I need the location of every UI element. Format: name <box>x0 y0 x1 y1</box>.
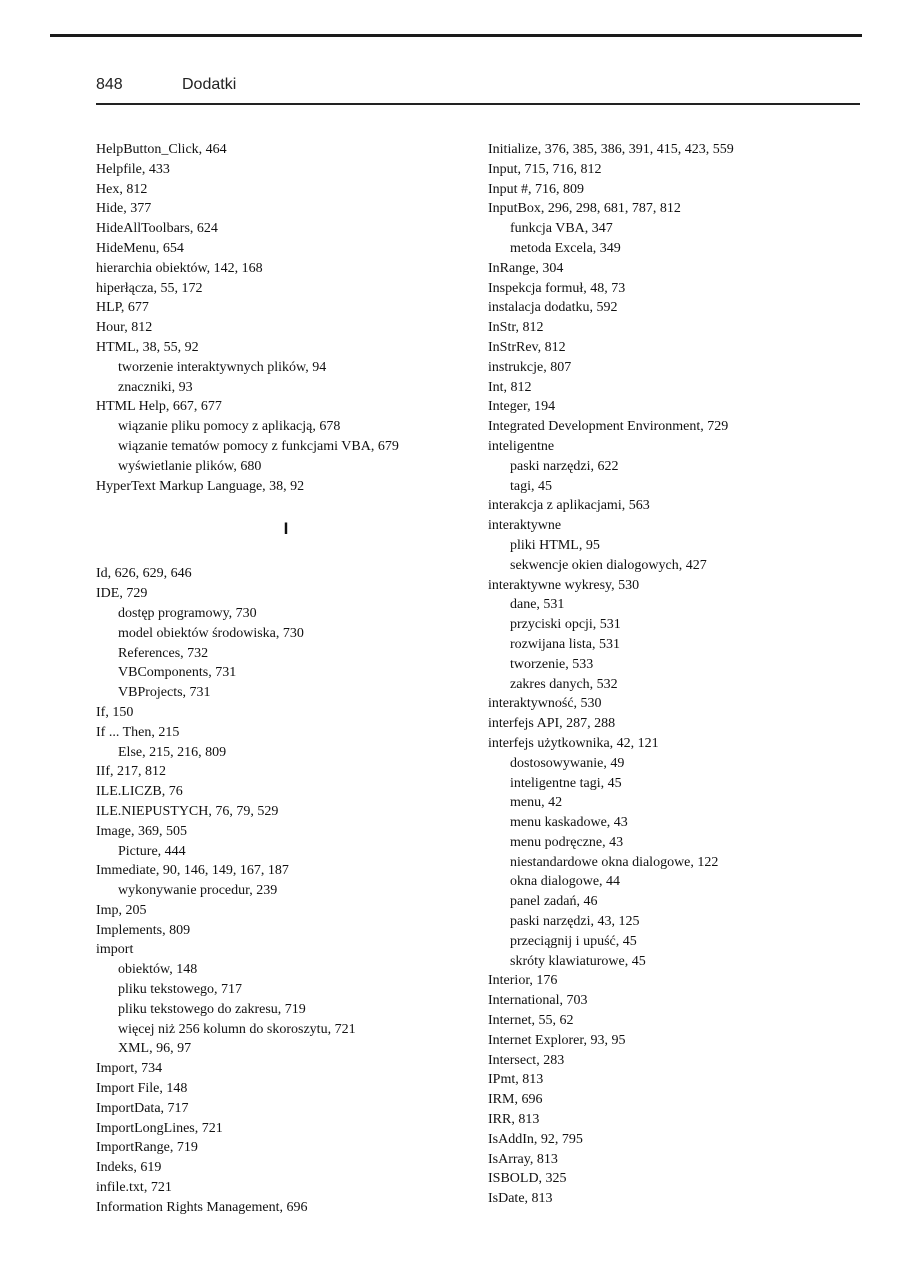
index-subentry: wiązanie pliku pomocy z aplikacją, 678 <box>118 419 341 435</box>
index-subentry: dane, 531 <box>510 597 565 613</box>
index-subentry: zakres danych, 532 <box>510 676 618 692</box>
header-rule <box>96 103 860 105</box>
index-entry: Internet, 55, 62 <box>488 1013 574 1029</box>
index-entry: ImportLongLines, 721 <box>96 1120 223 1136</box>
index-subentry: XML, 96, 97 <box>118 1041 192 1057</box>
index-entry: ILE.LICZB, 76 <box>96 784 183 800</box>
index-entry: IPmt, 813 <box>488 1072 544 1088</box>
index-entry: IRR, 813 <box>488 1112 540 1128</box>
index-entry: import <box>96 942 134 958</box>
index-entry: IDE, 729 <box>96 586 148 602</box>
index-entry: HelpButton_Click, 464 <box>96 142 227 157</box>
page-number: 848 <box>96 76 123 93</box>
index-entry: interfejs użytkownika, 42, 121 <box>488 735 659 751</box>
index-entry: Helpfile, 433 <box>96 161 170 177</box>
index-entry: ISBOLD, 325 <box>488 1171 567 1187</box>
index-subentry: tagi, 45 <box>510 478 552 494</box>
index-entry: Int, 812 <box>488 379 532 395</box>
index-entry: HyperText Markup Language, 38, 92 <box>96 478 305 494</box>
index-entry: Immediate, 90, 146, 149, 167, 187 <box>96 863 289 879</box>
index-entry: Inspekcja formuł, 48, 73 <box>488 280 626 296</box>
index-subentry: panel zadań, 46 <box>510 894 598 910</box>
index-subentry: przeciągnij i upuść, 45 <box>510 933 637 949</box>
index-subentry: przyciski opcji, 531 <box>510 617 621 633</box>
index-block-i-continued <box>488 140 868 1209</box>
index-entry: Imp, 205 <box>96 902 147 918</box>
index-subentry: dostęp programowy, 730 <box>118 605 257 621</box>
index-entry: Internet Explorer, 93, 95 <box>488 1032 626 1048</box>
index-entry: Interior, 176 <box>488 973 558 989</box>
index-entry: interfejs API, 287, 288 <box>488 716 616 732</box>
index-subentry: okna dialogowe, 44 <box>510 874 621 890</box>
index-subentry: paski narzędzi, 622 <box>510 458 619 474</box>
index-entry: Hex, 812 <box>96 181 148 197</box>
index-entry: Input #, 716, 809 <box>488 181 585 197</box>
index-entry: Hide, 377 <box>96 201 152 217</box>
index-entry: Import, 734 <box>96 1061 163 1077</box>
index-subentry: niestandardowe okna dialogowe, 122 <box>510 854 719 870</box>
index-subentry: References, 732 <box>118 645 209 661</box>
index-entry: infile.txt, 721 <box>96 1180 172 1196</box>
index-subentry: rozwijana lista, 531 <box>510 636 621 652</box>
index-entry: Import File, 148 <box>96 1081 188 1097</box>
index-subentry: VBComponents, 731 <box>118 665 237 681</box>
index-entry: hierarchia obiektów, 142, 168 <box>96 260 263 276</box>
index-entry: Indeks, 619 <box>96 1160 162 1176</box>
index-entry: HTML, 38, 55, 92 <box>96 339 199 355</box>
index-subentry: wykonywanie procedur, 239 <box>118 883 278 899</box>
index-entry: InRange, 304 <box>488 260 564 276</box>
index-entry: IsDate, 813 <box>488 1191 553 1207</box>
index-subentry: pliku tekstowego do zakresu, 719 <box>118 1001 306 1017</box>
index-entry: InStr, 812 <box>488 320 544 336</box>
index-entry: Integer, 194 <box>488 399 556 415</box>
index-subentry: menu podręczne, 43 <box>510 834 624 850</box>
index-subentry: tworzenie interaktywnych plików, 94 <box>118 359 327 375</box>
index-entry: ImportData, 717 <box>96 1100 189 1116</box>
index-subentry: tworzenie, 533 <box>510 656 594 672</box>
index-entry: interaktywne wykresy, 530 <box>488 577 640 593</box>
index-entry: HideMenu, 654 <box>96 240 184 256</box>
index-subentry: funkcja VBA, 347 <box>510 221 613 237</box>
index-entry: IRM, 696 <box>488 1092 543 1108</box>
index-subentry: obiektów, 148 <box>118 962 198 978</box>
index-entry: If, 150 <box>96 704 134 720</box>
index-entry: HLP, 677 <box>96 300 149 316</box>
chapter-title: Dodatki <box>182 76 237 93</box>
index-entry: International, 703 <box>488 993 588 1009</box>
index-entry: ILE.NIEPUSTYCH, 76, 79, 529 <box>96 803 279 819</box>
index-subentry: inteligentne tagi, 45 <box>510 775 622 791</box>
index-entry: IsAddIn, 92, 795 <box>488 1131 583 1147</box>
index-subentry: więcej niż 256 kolumn do skoroszytu, 721 <box>118 1021 356 1037</box>
index-subentry: paski narzędzi, 43, 125 <box>510 914 640 930</box>
index-subentry: model obiektów środowiska, 730 <box>118 625 304 641</box>
index-entry: Intersect, 283 <box>488 1052 565 1068</box>
section-letter: I <box>283 519 289 539</box>
index-entry: interaktywność, 530 <box>488 696 602 712</box>
index-entry: Integrated Development Environment, 729 <box>488 419 729 435</box>
index-subentry: Else, 215, 216, 809 <box>118 744 227 760</box>
index-block-i <box>96 564 476 1217</box>
index-entry: Image, 369, 505 <box>96 823 187 839</box>
index-entry: Input, 715, 716, 812 <box>488 161 602 177</box>
index-column-left <box>96 140 476 1218</box>
index-subentry: wyświetlanie plików, 680 <box>118 458 262 474</box>
index-entry: Implements, 809 <box>96 922 191 938</box>
index-column-right <box>488 140 868 1209</box>
index-entry: interaktywne <box>488 518 562 534</box>
index-entry: If ... Then, 215 <box>96 724 180 740</box>
index-entry: instalacja dodatku, 592 <box>488 300 618 316</box>
index-entry: inteligentne <box>488 438 555 454</box>
index-entry: instrukcje, 807 <box>488 359 572 375</box>
index-entry: Hour, 812 <box>96 320 153 336</box>
page-header <box>96 76 860 94</box>
index-entry: InputBox, 296, 298, 681, 787, 812 <box>488 201 681 217</box>
index-block-h <box>96 140 476 496</box>
index-entry: Id, 626, 629, 646 <box>96 566 192 582</box>
index-subentry: menu kaskadowe, 43 <box>510 815 628 831</box>
index-subentry: VBProjects, 731 <box>118 685 211 701</box>
index-entry: Initialize, 376, 385, 386, 391, 415, 423, 559 <box>488 142 734 157</box>
index-subentry: pliki HTML, 95 <box>510 537 600 553</box>
index-entry: ImportRange, 719 <box>96 1140 198 1156</box>
index-entry: IsArray, 813 <box>488 1151 558 1167</box>
index-subentry: menu, 42 <box>510 795 563 811</box>
index-subentry: wiązanie tematów pomocy z funkcjami VBA, 679 <box>118 438 399 454</box>
index-entry: interakcja z aplikacjami, 563 <box>488 498 650 514</box>
index-entry: InStrRev, 812 <box>488 339 566 355</box>
index-subentry: skróty klawiaturowe, 45 <box>510 953 646 969</box>
index-subentry: metoda Excela, 349 <box>510 240 621 256</box>
index-entry: Information Rights Management, 696 <box>96 1199 308 1215</box>
index-entry: IIf, 217, 812 <box>96 764 166 780</box>
index-subentry: sekwencje okien dialogowych, 427 <box>510 557 707 573</box>
index-subentry: Picture, 444 <box>118 843 186 859</box>
index-entry: hiperłącza, 55, 172 <box>96 280 203 296</box>
top-rule <box>50 34 862 37</box>
index-subentry: dostosowywanie, 49 <box>510 755 625 771</box>
index-entry: HideAllToolbars, 624 <box>96 221 218 237</box>
index-entry: HTML Help, 667, 677 <box>96 399 222 415</box>
index-subentry: znaczniki, 93 <box>118 379 193 395</box>
index-subentry: pliku tekstowego, 717 <box>118 982 243 998</box>
